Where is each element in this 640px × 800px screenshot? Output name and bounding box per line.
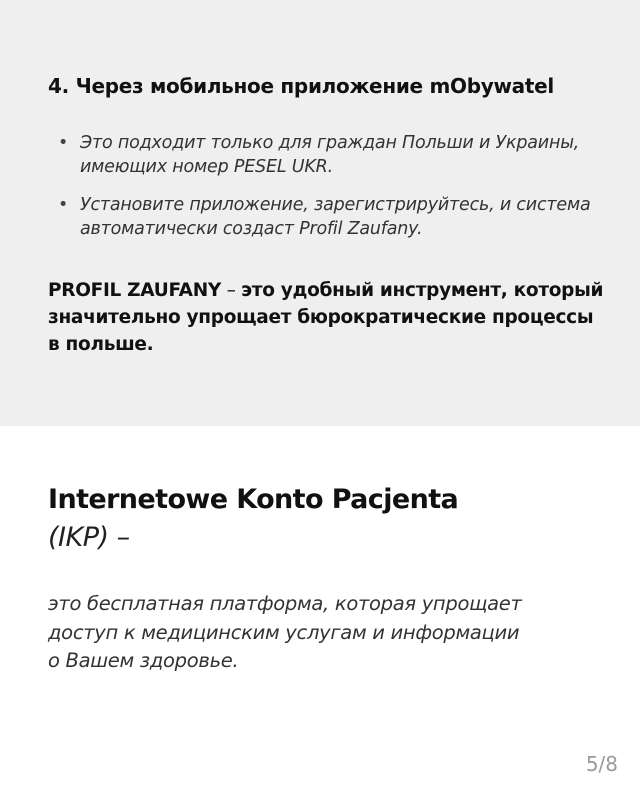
profil-zaufany-paragraph (48, 277, 608, 358)
page-counter: 5/8 (585, 752, 618, 776)
list-item (58, 193, 598, 241)
bullet-icon: • (58, 133, 69, 153)
bullet-icon: • (58, 195, 69, 215)
paragraph-text: это удобный инструмент, который значительно упрощает бюрократические процессы в польше. (48, 280, 604, 355)
paragraph-dash: – (220, 280, 242, 301)
list-item (58, 131, 598, 179)
section-heading: 4. Через мобильное приложение mObywatel (48, 74, 554, 98)
ikp-subtitle: (IKP) – (48, 522, 130, 553)
ikp-description: это бесплатная платформа, которая упрощает доступ к медицинским услугам и информации о Вашем здоровье. (48, 592, 522, 672)
ikp-title: Internetowe Konto Pacjenta (48, 484, 459, 515)
bullet-list (58, 131, 598, 255)
bullet-text: Это подходит только для граждан Польши и Украины, имеющих номер PESEL UKR. (80, 133, 580, 177)
bullet-text: Установите приложение, зарегистрируйтесь, и система автоматически создаст Profil Zaufany. (80, 195, 591, 239)
paragraph-term: PROFIL ZAUFANY (48, 280, 221, 301)
